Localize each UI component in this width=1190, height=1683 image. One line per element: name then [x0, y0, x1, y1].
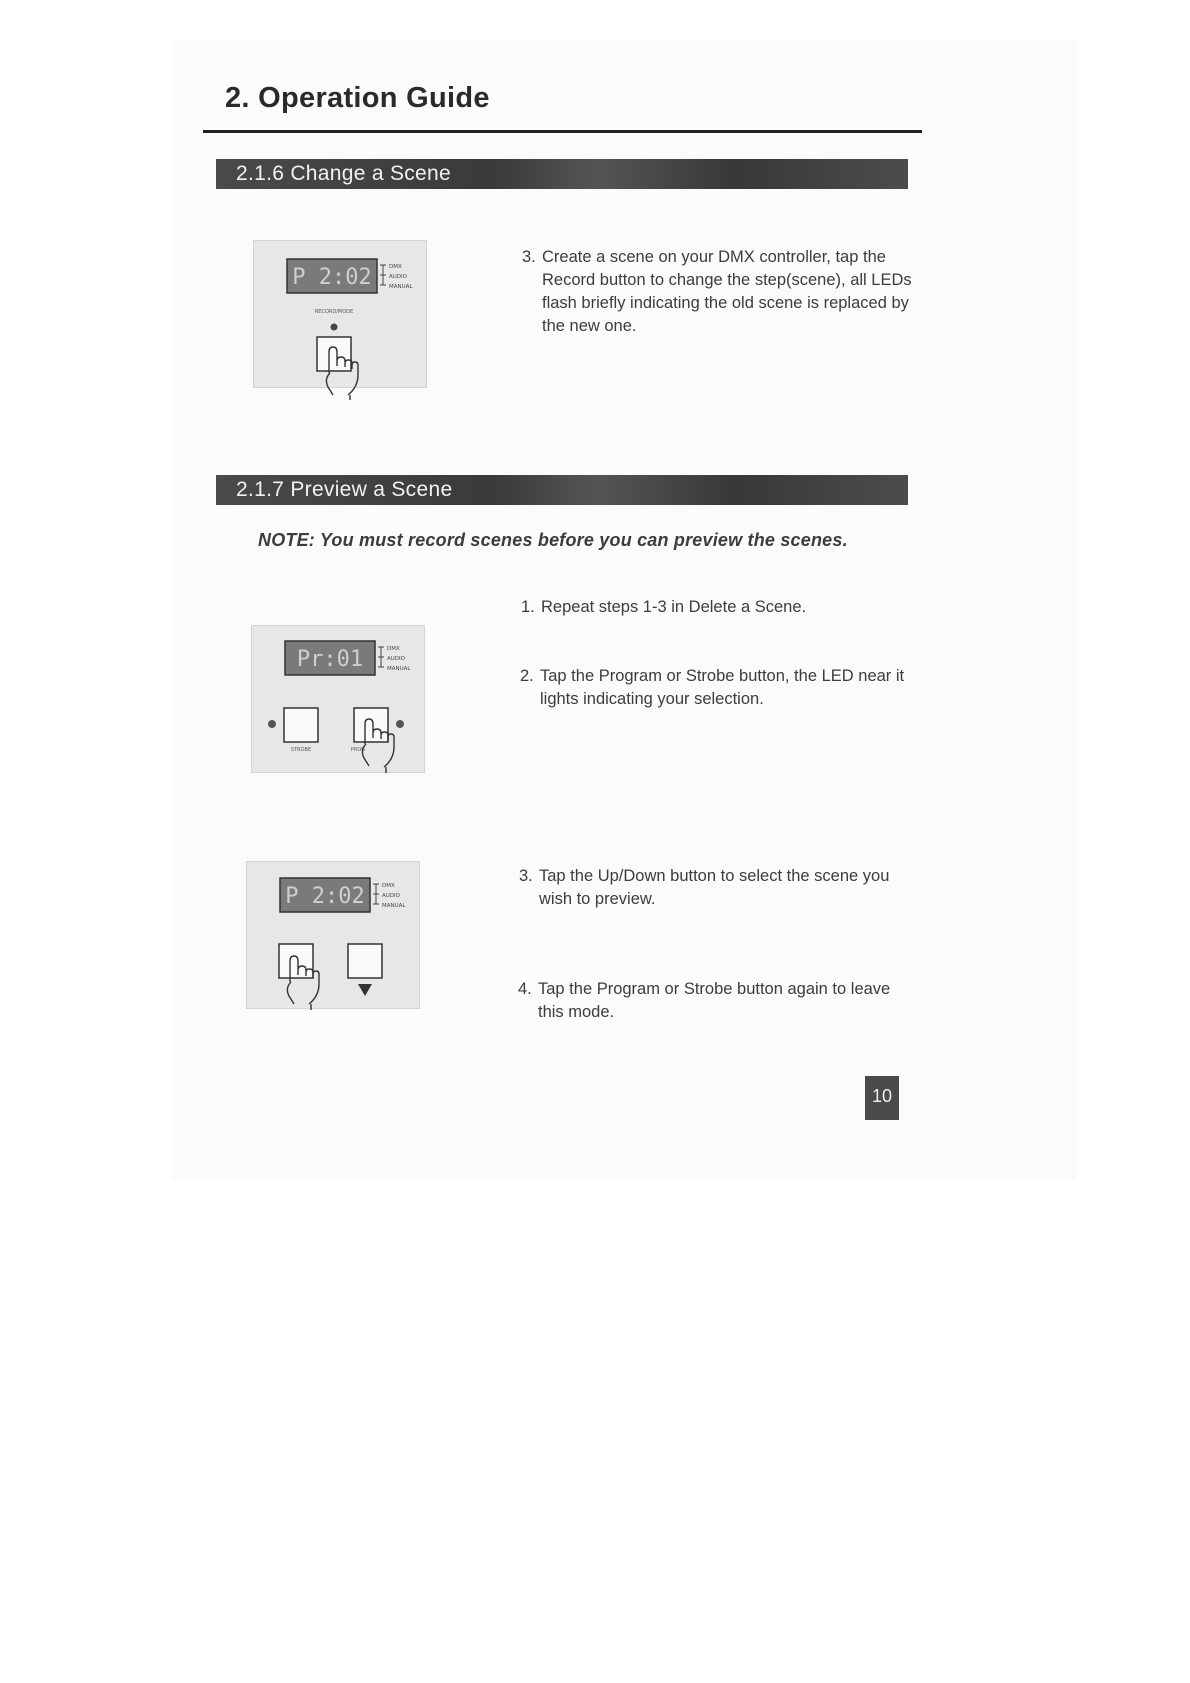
step-number: 1. — [521, 598, 535, 616]
page-number: 10 — [865, 1076, 899, 1120]
step-number: 3. — [519, 867, 533, 885]
preview-scene-step-2 — [520, 665, 910, 711]
step-text: Repeat steps 1-3 in Delete a Scene. — [541, 598, 807, 616]
indicator-label-manual: MANUAL — [389, 284, 413, 290]
record-panel-illustration — [253, 240, 427, 388]
indicator-bracket — [373, 884, 379, 904]
step-text: Create a scene on your DMX controller, tap the Record button to change the step(scene), all LEDs flash briefly indicating the old scene is replaced by the new one. — [542, 248, 912, 335]
indicator-label-manual: MANUAL — [382, 903, 406, 909]
indicator-label-audio: AUDIO — [387, 656, 405, 662]
record-button — [317, 337, 351, 371]
program-strobe-panel-illustration — [251, 625, 425, 773]
indicator-label-dmx: DMX — [389, 264, 402, 270]
section-heading-preview-scene: 2.1.7 Preview a Scene — [216, 475, 908, 505]
step-text: Tap the Up/Down button to select the scene you wish to preview. — [539, 867, 890, 908]
program-button — [354, 708, 388, 742]
program-led — [396, 720, 404, 728]
preview-scene-step-4 — [518, 978, 908, 1024]
indicator-label-audio: AUDIO — [389, 274, 407, 280]
indicator-bracket — [378, 647, 384, 667]
indicator-bracket — [380, 265, 386, 285]
lcd-readout: P 2:02 — [292, 265, 372, 290]
lcd-readout: Pr:01 — [296, 647, 364, 672]
preview-scene-step-1 — [521, 596, 911, 619]
indicator-label-audio: AUDIO — [382, 893, 400, 899]
record-mode-label: RECORD/MODE — [314, 309, 354, 315]
lcd-readout: P 2:02 — [285, 884, 365, 909]
note-text: NOTE: You must record scenes before you can preview the scenes. — [258, 530, 848, 550]
title-divider — [203, 130, 922, 133]
step-number: 3. — [522, 248, 536, 266]
strobe-button — [284, 708, 318, 742]
up-button — [279, 944, 313, 978]
preview-scene-step-3 — [519, 865, 909, 911]
down-button — [348, 944, 382, 978]
change-scene-step-3 — [522, 246, 912, 338]
record-led — [331, 324, 338, 331]
step-number: 4. — [518, 980, 532, 998]
program-label: PROG — [350, 747, 366, 753]
indicator-label-manual: MANUAL — [387, 666, 411, 672]
down-arrow-icon — [358, 984, 372, 996]
indicator-label-dmx: DMX — [382, 883, 395, 889]
up-down-panel-illustration — [246, 861, 420, 1009]
step-text: Tap the Program or Strobe button again to leave this mode. — [538, 980, 891, 1021]
step-text: Tap the Program or Strobe button, the LED near it lights indicating your selection. — [540, 667, 905, 708]
indicator-label-dmx: DMX — [387, 646, 400, 652]
strobe-led — [268, 720, 276, 728]
strobe-label: STROBE — [290, 747, 312, 753]
section-heading-change-scene: 2.1.6 Change a Scene — [216, 159, 908, 189]
page-title: 2. Operation Guide — [225, 82, 490, 114]
step-number: 2. — [520, 667, 534, 685]
